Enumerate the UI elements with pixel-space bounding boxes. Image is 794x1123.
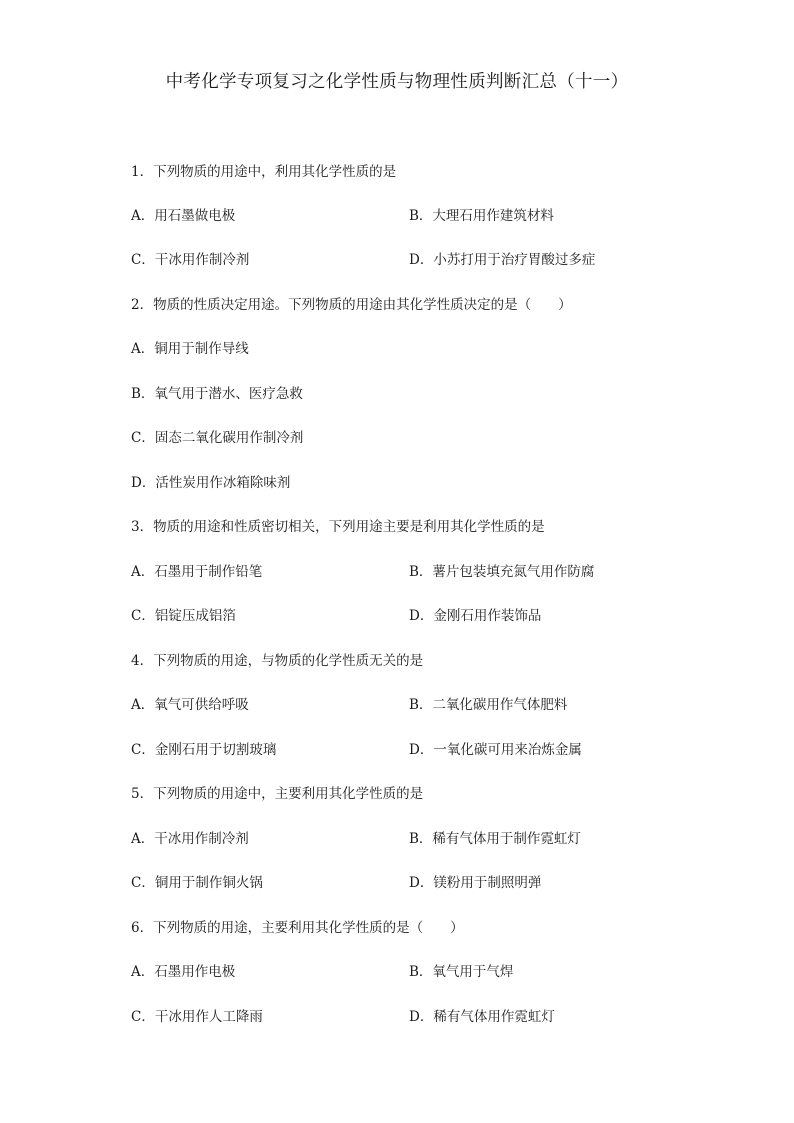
question-4-option-b: B．二氧化碳用作气体肥料	[409, 697, 568, 713]
question-4-option-a: A．氧气可供给呼吸	[131, 697, 249, 713]
question-3-stem: 3．物质的用途和性质密切相关，下列用途主要是利用其化学性质的是	[131, 519, 545, 535]
question-3-option-c: C．铝锭压成铝箔	[131, 608, 236, 624]
question-1-option-d: D．小苏打用于治疗胃酸过多症	[409, 252, 596, 268]
question-1-stem: 1．下列物质的用途中，利用其化学性质的是	[131, 164, 397, 180]
question-2-option-c: C．固态二氧化碳用作制冷剂	[131, 430, 304, 446]
question-1-option-b: B．大理石用作建筑材料	[409, 208, 554, 224]
question-6-option-d: D．稀有气体用作霓虹灯	[409, 1009, 555, 1025]
question-1-option-c: C．干冰用作制冷剂	[131, 252, 250, 268]
question-4-option-d: D．一氧化碳可用来冶炼金属	[409, 742, 582, 758]
question-5-option-c: C．铜用于制作铜火锅	[131, 875, 263, 891]
question-6-option-a: A．石墨用作电极	[131, 964, 236, 980]
question-2-option-b: B．氧气用于潜水、医疗急救	[131, 386, 303, 402]
question-3-option-a: A．石墨用于制作铅笔	[131, 564, 263, 580]
question-2-stem: 2．物质的性质决定用途。下列物质的用途由其化学性质决定的是（ ）	[131, 297, 572, 313]
question-2-option-a: A．铜用于制作导线	[131, 341, 249, 357]
question-5-option-a: A．干冰用作制冷剂	[131, 831, 249, 847]
question-4-stem: 4．下列物质的用途，与物质的化学性质无关的是	[131, 653, 424, 669]
question-5-option-d: D．镁粉用于制照明弹	[409, 875, 542, 891]
document-title: 中考化学专项复习之化学性质与物理性质判断汇总（十一）	[165, 72, 629, 92]
question-6-option-c: C．干冰用作人工降雨	[131, 1009, 263, 1025]
question-6-option-b: B．氧气用于气焊	[409, 964, 514, 980]
question-2-option-d: D．活性炭用作冰箱除味剂	[131, 475, 291, 491]
question-5-stem: 5．下列物质的用途中，主要利用其化学性质的是	[131, 786, 424, 802]
question-1-option-a: A．用石墨做电极	[131, 208, 236, 224]
question-5-option-b: B．稀有气体用于制作霓虹灯	[409, 831, 581, 847]
question-3-option-b: B．薯片包装填充氮气用作防腐	[409, 564, 595, 580]
question-3-option-d: D．金刚石用作装饰品	[409, 608, 542, 624]
question-4-option-c: C．金刚石用于切割玻璃	[131, 742, 277, 758]
question-6-stem: 6．下列物质的用途，主要利用其化学性质的是（ ）	[131, 920, 464, 936]
